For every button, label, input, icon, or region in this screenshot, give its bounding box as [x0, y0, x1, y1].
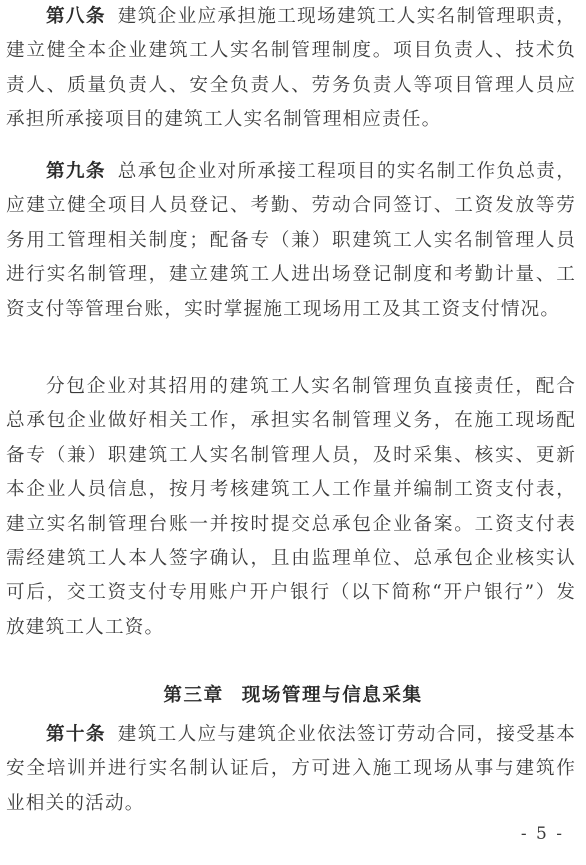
article-9-text: 总承包企业对所承接工程项目的实名制工作负总责，应建立健全项目人员登记、考勤、劳动合同签订、工资发放等劳务用工管理相关制度；配备专（兼）职建筑工人实名制管理人员进行实名制管理，建立建筑工人进出场登记制度和考勤计量、工资支付等管理台账，实时掌握施工现场用工及其工资支付情况。	[6, 161, 576, 320]
article-8-heading: 第八条	[46, 6, 106, 27]
page-number: - 5 -	[520, 824, 564, 844]
article-9-paragraph	[6, 155, 576, 327]
article-10-paragraph	[6, 718, 576, 821]
article-8-paragraph	[6, 0, 576, 138]
article-8-text: 建筑企业应承担施工现场建筑工人实名制管理职责，建立健全本企业建筑工人实名制管理制度。项目负责人、技术负责人、质量负责人、安全负责人、劳务负责人等项目管理人员应承担所承接项目的建筑工人实名制管理相应责任。	[6, 6, 576, 131]
chapter-3-title: 现场管理与信息采集	[241, 685, 423, 706]
article-10-heading: 第十条	[46, 724, 106, 745]
subcontract-paragraph: 分包企业对其招用的建筑工人实名制管理负直接责任，配合总承包企业做好相关工作，承担实名制管理义务，在施工现场配备专（兼）职建筑工人实名制管理人员，及时采集、核实、更新本企业人员信息，按月考核建筑工人工作量并编制工资支付表，建立实名制管理台账一并按时提交总承包企业备案。工资支付表需经建筑工人本人签字确认，且由监理单位、总承包企业核实认可后，交工资支付专用账户开户银行（以下简称“开户银行”）发放建筑工人工资。	[6, 376, 576, 638]
chapter-3-heading	[0, 679, 586, 713]
article-10-text: 建筑工人应与建筑企业依法签订劳动合同，接受基本安全培训并进行实名制认证后，方可进入施工现场从事与建筑作业相关的活动。	[6, 724, 576, 814]
chapter-3-number: 第三章	[163, 685, 224, 706]
article-9-heading: 第九条	[46, 161, 106, 182]
